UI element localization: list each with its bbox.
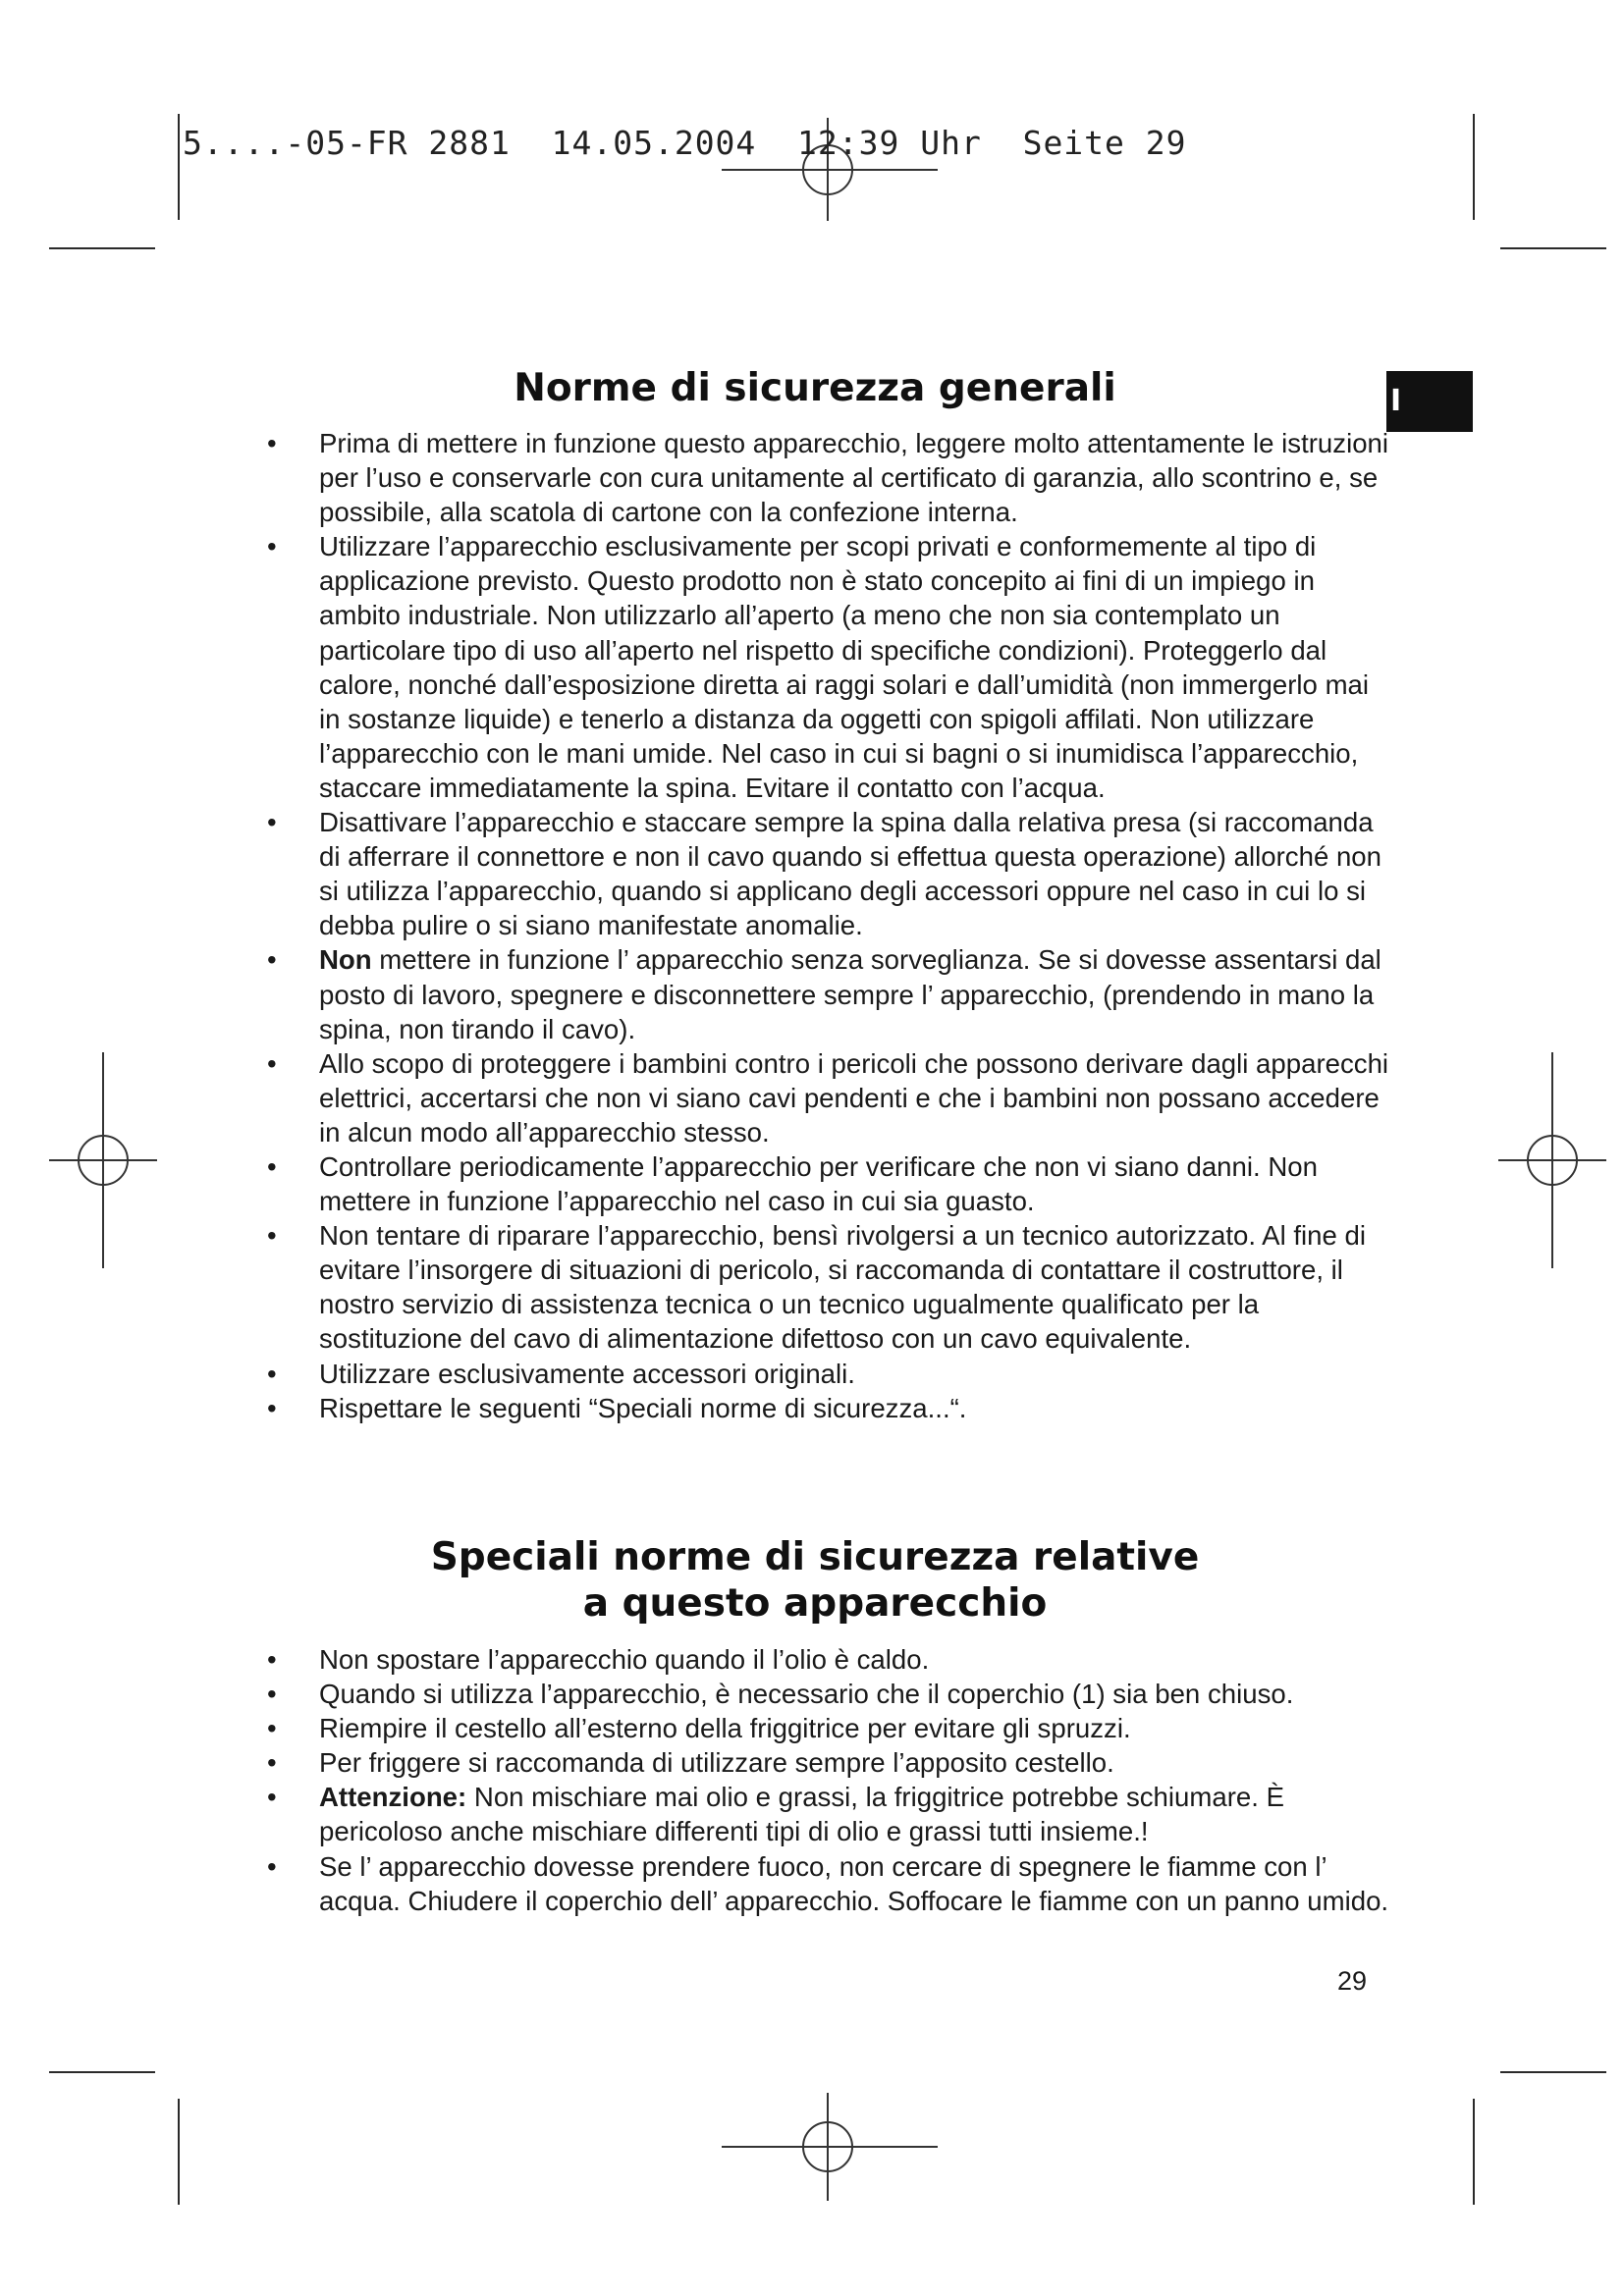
- list-item: [265, 1149, 1394, 1218]
- crop-mark: [1500, 247, 1606, 249]
- language-tab: I: [1386, 371, 1473, 432]
- crop-mark: [1500, 2071, 1606, 2073]
- list-item: [265, 1849, 1394, 1918]
- crop-mark: [1473, 114, 1475, 220]
- item-text: Per friggere si raccomanda di utilizzare sempre l’apposito cestello.: [319, 1747, 1114, 1779]
- item-text: Non spostare l’apparecchio quando il l’olio è caldo.: [319, 1644, 930, 1675]
- list-item: [265, 1745, 1394, 1780]
- list-item: [265, 1357, 1394, 1391]
- list-item: [265, 1046, 1394, 1149]
- list-item: [265, 942, 1394, 1045]
- item-lead: Non: [319, 944, 372, 976]
- item-text: mettere in funzione l’ apparecchio senza sorveglianza. Se si dovesse assentarsi dal posto di lavoro, spegnere e disconnettere sempre l’ apparecchio, (prendendo in mano la spina, non tirando il cavo).: [319, 944, 1381, 1044]
- item-text: Se l’ apparecchio dovesse prendere fuoco, non cercare di spegnere le fiamme con l’ acqua. Chiudere il coperchio dell’ apparecchio. Soffocare le fiamme con un panno umido.: [319, 1850, 1389, 1916]
- item-text: Utilizzare l’apparecchio esclusivamente per scopi privati e conformemente al tipo di applicazione previsto. Questo prodotto non è stato concepito ai fini di un impiego in ambito industriale. Non utilizzarlo all’aperto (a meno che non sia contemplato un particolare tipo di uso all’aperto nel rispetto di specifiche condizioni). Proteggerlo dal calore, nonché dall’esposizione diretta ai raggi solari e dall’umidità (non immergerlo mai in sostanze liquide) e tenerlo a distanza da oggetti con spigoli affilati. Non utilizzare l’apparecchio con le mani umide. Nel caso in cui si bagni o si inumidisca l’apparecchio, staccare immediatamente la spina. Evitare il contatto con l’acqua.: [319, 531, 1370, 803]
- crop-mark: [178, 2099, 180, 2205]
- list-item: [265, 1780, 1394, 1848]
- item-text: Rispettare le seguenti “Speciali norme di sicurezza...“.: [319, 1392, 967, 1423]
- crop-mark: [49, 247, 155, 249]
- print-slug: 5....-05-FR 2881 14.05.2004 12:39 Uhr Seite 29: [183, 124, 1187, 162]
- section-title-general-safety: Norme di sicurezza generali: [514, 366, 1116, 410]
- list-item: [265, 1391, 1394, 1425]
- page-number: 29: [1336, 1966, 1367, 1996]
- registration-mark-icon: [722, 2093, 938, 2201]
- item-text: Quando si utilizza l’apparecchio, è necessario che il coperchio (1) sia ben chiuso.: [319, 1679, 1294, 1710]
- list-item: [265, 529, 1394, 805]
- crop-mark: [1473, 2099, 1475, 2205]
- list-item: [265, 1677, 1394, 1711]
- item-text: Non mischiare mai olio e grassi, la friggitrice potrebbe schiumare. È pericoloso anche mischiare differenti tipi di olio e grassi tutti insieme.!: [319, 1782, 1284, 1847]
- crop-mark: [49, 2071, 155, 2073]
- appliance-safety-list: [265, 1642, 1394, 1918]
- list-item: [265, 805, 1394, 942]
- item-text: Allo scopo di proteggere i bambini contro i pericoli che possono derivare dagli apparecchi elettrici, accertarsi che non vi siano cavi pendenti e che i bambini non possano accedere in alcun modo all’apparecchio stesso.: [319, 1047, 1389, 1148]
- item-text: Prima di mettere in funzione questo apparecchio, leggere molto attentamente le istruzioni per l’uso e conservarle con cura unitamente al certificato di garanzia, allo scontrino e, se possibile, alla scatola di cartone con la confezione interna.: [319, 428, 1389, 528]
- item-lead: Attenzione:: [319, 1782, 467, 1813]
- registration-mark-icon: [1498, 1052, 1606, 1268]
- list-item: [265, 426, 1394, 529]
- section-title-appliance-safety-line2: a questo apparecchio: [582, 1581, 1048, 1626]
- general-safety-list: [265, 426, 1394, 1425]
- list-item: [265, 1642, 1394, 1677]
- item-text: Controllare periodicamente l’apparecchio per verificare che non vi siano danni. Non mettere in funzione l’apparecchio nel caso in cui sia guasto.: [319, 1150, 1318, 1217]
- list-item: [265, 1218, 1394, 1356]
- registration-mark-icon: [49, 1052, 157, 1268]
- crop-mark: [178, 114, 180, 220]
- item-text: Riempire il cestello all’esterno della friggitrice per evitare gli spruzzi.: [319, 1713, 1131, 1744]
- section-title-appliance-safety-line1: Speciali norme di sicurezza relative: [430, 1535, 1200, 1579]
- item-text: Non tentare di riparare l’apparecchio, bensì rivolgersi a un tecnico autorizzato. Al fine di evitare l’insorgere di situazioni di pericolo, si raccomanda di contattare il costruttore, il nostro servizio di assistenza tecnica o un tecnico ugualmente qualificato per la sostituzione del cavo di alimentazione difettoso con un cavo equivalente.: [319, 1220, 1367, 1355]
- item-text: Disattivare l’apparecchio e staccare sempre la spina dalla relativa presa (si raccomanda di afferrare il connettore e non il cavo quando si effettua questa operazione) allorché non si utilizza l’apparecchio, quando si applicano degli accessori oppure nel caso in cui lo si debba pulire o si siano manifestate anomalie.: [319, 807, 1381, 941]
- list-item: [265, 1711, 1394, 1745]
- item-text: Utilizzare esclusivamente accessori originali.: [319, 1358, 855, 1389]
